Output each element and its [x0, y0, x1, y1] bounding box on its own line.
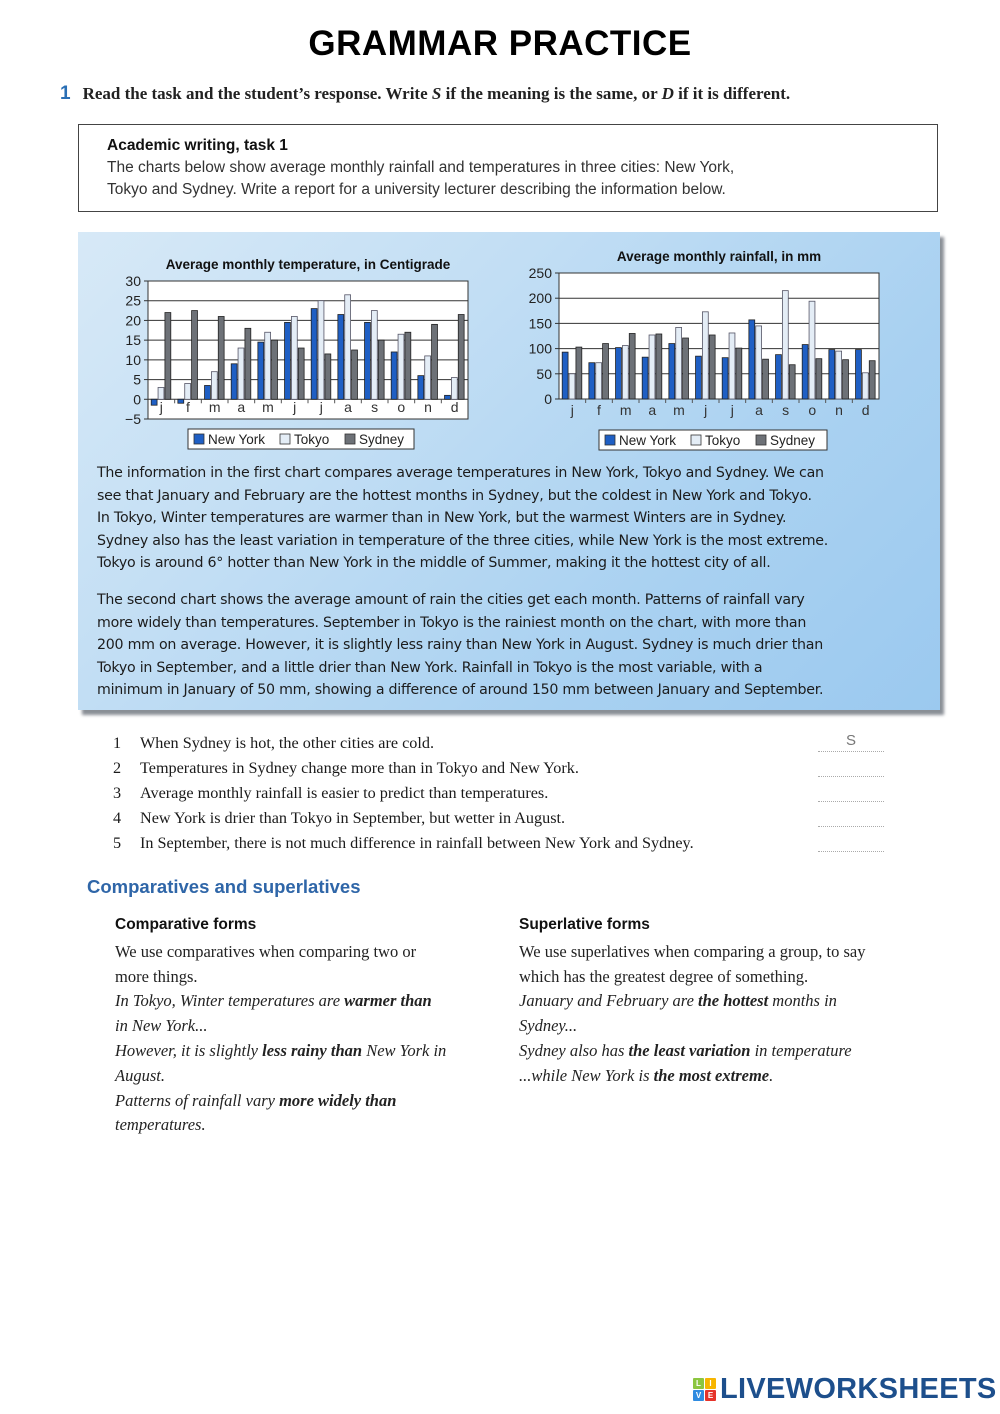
bar-tokyo [451, 378, 457, 400]
rule-line: which has the greatest degree of something. [519, 966, 809, 986]
bar-tokyo [596, 363, 602, 399]
question-number: 3 [113, 784, 122, 802]
task-line: The charts below show average monthly rainfall and temperatures in three cities: New York, [107, 159, 735, 176]
instruction-s: S [431, 84, 442, 103]
bar-tokyo [291, 316, 297, 399]
x-tick-label: f [597, 402, 601, 418]
bar-new-york [776, 355, 782, 399]
example-line [115, 1089, 505, 1114]
example-highlight: the least variation [628, 1040, 751, 1060]
x-tick-label: j [293, 399, 297, 415]
bar-new-york [231, 364, 237, 399]
logo-letter: V [693, 1390, 704, 1401]
y-tick-label: 250 [528, 265, 552, 281]
bar-tokyo [238, 348, 244, 399]
y-tick-label: 150 [528, 315, 552, 332]
bar-sydney [298, 348, 304, 399]
y-tick-label: 100 [528, 340, 552, 357]
essay-line: Sydney also has the least variation in temperature of the three cities, while New York is the most extreme. [97, 532, 829, 549]
example-text: ...while New York is [519, 1065, 654, 1085]
question-list [113, 731, 893, 856]
bar-new-york [669, 344, 675, 399]
essay-line: minimum in January of 50 mm, showing a difference of around 150 mm between January and September. [97, 682, 824, 698]
bar-sydney [869, 361, 875, 399]
liveworksheets-logo[interactable] [693, 1372, 997, 1406]
question-number: 4 [113, 809, 122, 827]
bar-sydney [656, 334, 662, 399]
example-line [519, 1039, 939, 1064]
bar-tokyo [371, 311, 377, 400]
bar-sydney [192, 311, 198, 400]
question-row [113, 781, 893, 806]
example-text: However, it is slightly [115, 1040, 263, 1060]
answer-input-4[interactable] [818, 806, 884, 827]
bar-tokyo [185, 384, 191, 400]
bar-tokyo [318, 301, 324, 400]
x-tick-label: j [319, 399, 323, 415]
bar-new-york [205, 385, 211, 399]
bar-new-york [722, 358, 728, 399]
bar-tokyo [649, 335, 655, 399]
example-text: months in [768, 991, 837, 1011]
bar-new-york [562, 352, 568, 399]
essay-line: In Tokyo, Winter temperatures are warmer than in New York, but the warmest Winters are in Sydney. [97, 510, 787, 526]
bar-sydney [165, 313, 171, 400]
answer-input-5[interactable] [818, 831, 884, 852]
question-text: In September, there is not much difference in rainfall between New York and Sydney. [140, 834, 694, 852]
bar-new-york [856, 350, 862, 399]
bar-tokyo [425, 356, 431, 399]
legend-label: Sydney [770, 433, 816, 448]
exercise-instruction [60, 83, 790, 105]
logo-icon [693, 1378, 716, 1401]
y-tick-label: 20 [125, 312, 141, 329]
example-text: January and February are [519, 991, 699, 1011]
bar-new-york [285, 322, 291, 399]
bar-sydney [789, 365, 795, 399]
x-tick-label: s [371, 399, 379, 415]
task-heading: Academic writing, task 1 [107, 137, 288, 154]
bar-tokyo [702, 312, 708, 399]
bar-new-york [365, 322, 371, 399]
legend-swatch [605, 435, 615, 445]
legend-swatch [691, 435, 701, 445]
y-tick-label: 10 [125, 351, 141, 368]
legend-swatch [280, 434, 290, 444]
bar-sydney [843, 360, 849, 399]
bar-new-york [829, 350, 835, 399]
x-tick-label: m [619, 402, 632, 418]
y-tick-label: 5 [133, 371, 141, 388]
legend-label: New York [208, 432, 266, 447]
example-line: Sydney... [519, 1016, 578, 1036]
bar-new-york [311, 309, 317, 400]
example-text: Sydney also has [519, 1040, 629, 1060]
bar-tokyo [729, 333, 735, 399]
bar-tokyo [676, 327, 682, 399]
question-row [113, 731, 893, 756]
temperature-chart [108, 244, 508, 459]
bar-sydney [325, 354, 331, 399]
essay-paragraph-1 [97, 462, 927, 575]
question-text: New York is drier than Tokyo in September, but wetter in August. [140, 809, 566, 827]
legend-swatch [756, 435, 766, 445]
x-tick-label: m [208, 399, 221, 415]
y-tick-label: 0 [133, 391, 141, 408]
bar-sydney [405, 332, 411, 399]
essay-line: The information in the first chart compares average temperatures in New York, Tokyo and Sydney. We can [97, 465, 824, 481]
instruction-text: if the meaning is the same, or [441, 84, 662, 103]
x-tick-label: o [397, 399, 406, 415]
y-tick-label: 15 [125, 332, 141, 349]
bar-sydney [736, 348, 742, 399]
answer-input-2[interactable] [818, 756, 884, 777]
x-tick-label: d [450, 399, 459, 415]
superlative-forms-column [519, 913, 939, 1089]
example-text: in temperature [750, 1040, 852, 1060]
bar-sydney [352, 350, 358, 399]
example-line [519, 1064, 939, 1089]
bar-tokyo [345, 295, 351, 399]
y-tick-label: 30 [125, 273, 141, 289]
bar-tokyo [211, 372, 217, 400]
example-highlight: warmer than [344, 991, 432, 1011]
example-text: Patterns of rainfall vary [115, 1090, 280, 1110]
x-tick-label: a [344, 399, 352, 415]
instruction-text: if it is different. [673, 84, 791, 103]
example-line: temperatures. [115, 1115, 206, 1135]
x-tick-label: a [237, 399, 246, 415]
bar-sydney [272, 340, 278, 399]
legend-label: Tokyo [294, 432, 330, 447]
task-box [78, 124, 938, 212]
bar-tokyo [569, 374, 575, 399]
example-highlight: less rainy than [262, 1040, 363, 1060]
y-tick-label: 25 [125, 292, 141, 309]
bar-tokyo [622, 346, 628, 399]
essay-paragraph-2 [97, 589, 927, 702]
bar-new-york [151, 399, 157, 405]
x-tick-label: o [808, 402, 817, 418]
bar-new-york [616, 348, 622, 399]
bar-tokyo [398, 334, 404, 399]
x-tick-label: n [424, 399, 432, 415]
question-text: Average monthly rainfall is easier to predict than temperatures. [140, 784, 549, 802]
rule-line: We use comparatives when comparing two or [115, 941, 417, 961]
example-line: in New York... [115, 1016, 208, 1036]
charts-and-essay-panel [78, 232, 940, 710]
answer-input-1[interactable] [818, 731, 884, 752]
exercise-number: 1 [60, 83, 71, 104]
legend-label: Sydney [359, 432, 405, 447]
essay-line: 200 mm on average. However, it is slightly less rainy than New York in August. Sydney is much drier than [97, 637, 823, 653]
page-title: GRAMMAR PRACTICE [308, 24, 692, 63]
x-tick-label: j [730, 402, 734, 418]
example-line [519, 989, 939, 1014]
example-line: August. [115, 1065, 165, 1085]
x-tick-label: m [262, 399, 274, 415]
bar-sydney [763, 359, 769, 399]
rainfall-chart-svg [514, 244, 924, 454]
chart-title: Average monthly rainfall, in mm [616, 249, 822, 264]
bar-sydney [458, 315, 464, 400]
bar-new-york [642, 357, 648, 399]
bar-new-york [696, 356, 702, 399]
logo-letter: L [693, 1378, 704, 1389]
y-tick-label: −5 [125, 411, 141, 427]
essay-line: Tokyo in September, and a little drier than New York. Rainfall in Tokyo is the most variable, with a [97, 659, 763, 676]
question-row [113, 806, 893, 831]
x-tick-label: d [861, 402, 870, 418]
bar-new-york [418, 376, 424, 400]
section-title: Comparatives and superlatives [87, 876, 361, 897]
x-tick-label: j [570, 402, 574, 418]
x-tick-label: j [159, 399, 163, 415]
example-highlight: the hottest [698, 991, 769, 1011]
rainfall-chart [514, 244, 924, 459]
y-tick-label: 200 [528, 290, 552, 307]
essay-line: The second chart shows the average amount of rain the cities get each month. Patterns of rainfall vary [97, 592, 805, 608]
x-tick-label: m [673, 402, 685, 418]
example-highlight: the most extreme [653, 1065, 770, 1085]
chart-title: Average monthly temperature, in Centigrade [165, 257, 451, 272]
bar-sydney [432, 324, 438, 399]
x-tick-label: a [648, 402, 657, 418]
question-text: Temperatures in Sydney change more than in Tokyo and New York. [140, 759, 579, 777]
bar-sydney [683, 338, 689, 399]
legend-swatch [194, 434, 204, 444]
example-text: New York in [362, 1040, 447, 1060]
bar-tokyo [756, 326, 762, 399]
bar-new-york [391, 352, 397, 399]
logo-wordmark: LIVEWORKSHEETS [720, 1372, 997, 1405]
logo-letter: I [705, 1378, 716, 1389]
question-number: 2 [113, 759, 122, 777]
bar-tokyo [862, 373, 868, 399]
bar-tokyo [836, 351, 842, 399]
question-number: 1 [113, 734, 122, 752]
legend-label: New York [619, 433, 677, 448]
bar-new-york [445, 395, 451, 399]
question-text: When Sydney is hot, the other cities are cold. [140, 734, 434, 752]
essay-line: more widely than temperatures. September in Tokyo is the rainiest month on the chart, with more than [97, 614, 807, 631]
comparative-heading: Comparative forms [115, 916, 257, 933]
essay-line: see that January and February are the hottest months in Sydney, but the coldest in New York and Tokyo. [97, 487, 812, 504]
question-number: 5 [113, 834, 122, 852]
x-tick-label: s [782, 402, 790, 418]
question-row [113, 756, 893, 781]
bar-sydney [576, 347, 582, 399]
bar-sydney [218, 316, 224, 399]
legend-label: Tokyo [705, 433, 741, 448]
bar-new-york [749, 320, 755, 399]
bar-new-york [338, 315, 344, 400]
bar-new-york [802, 345, 808, 399]
rule-line: We use superlatives when comparing a group, to say [519, 941, 866, 961]
question-row [113, 831, 893, 856]
x-tick-label: a [755, 402, 763, 418]
example-line [115, 1039, 505, 1064]
x-tick-label: f [186, 399, 190, 415]
y-tick-label: 0 [544, 391, 552, 407]
example-highlight: more widely than [279, 1090, 397, 1110]
bar-sydney [603, 344, 609, 399]
bar-tokyo [782, 291, 788, 399]
essay-line: Tokyo is around 6° hotter than New York in the middle of Summer, making it the hottest city of all. [97, 555, 771, 571]
bar-sydney [378, 340, 384, 399]
instruction-d: D [661, 84, 674, 103]
bar-tokyo [265, 332, 271, 399]
bar-sydney [709, 335, 715, 399]
instruction-text: Read the task and the student’s response. Write [82, 84, 432, 103]
bar-new-york [178, 399, 184, 403]
answer-input-3[interactable] [818, 781, 884, 802]
bar-new-york [589, 363, 595, 399]
comparative-forms-column [115, 913, 505, 1138]
bar-sydney [816, 359, 822, 399]
example-text: In Tokyo, Winter temperatures are [115, 991, 345, 1011]
example-line [115, 989, 505, 1014]
superlative-heading: Superlative forms [519, 916, 650, 933]
bar-new-york [258, 342, 264, 399]
bar-sydney [245, 328, 251, 399]
rule-line: more things. [115, 966, 198, 986]
y-tick-label: 50 [536, 365, 552, 382]
example-text: . [769, 1065, 774, 1085]
x-tick-label: n [835, 402, 843, 418]
logo-letter: E [705, 1390, 716, 1401]
legend-swatch [345, 434, 355, 444]
bar-tokyo [158, 387, 164, 399]
temperature-chart-svg [108, 244, 508, 454]
bar-tokyo [809, 301, 815, 399]
task-line: Tokyo and Sydney. Write a report for a university lecturer describing the information below. [107, 181, 726, 198]
bar-sydney [629, 333, 635, 399]
x-tick-label: j [704, 402, 708, 418]
